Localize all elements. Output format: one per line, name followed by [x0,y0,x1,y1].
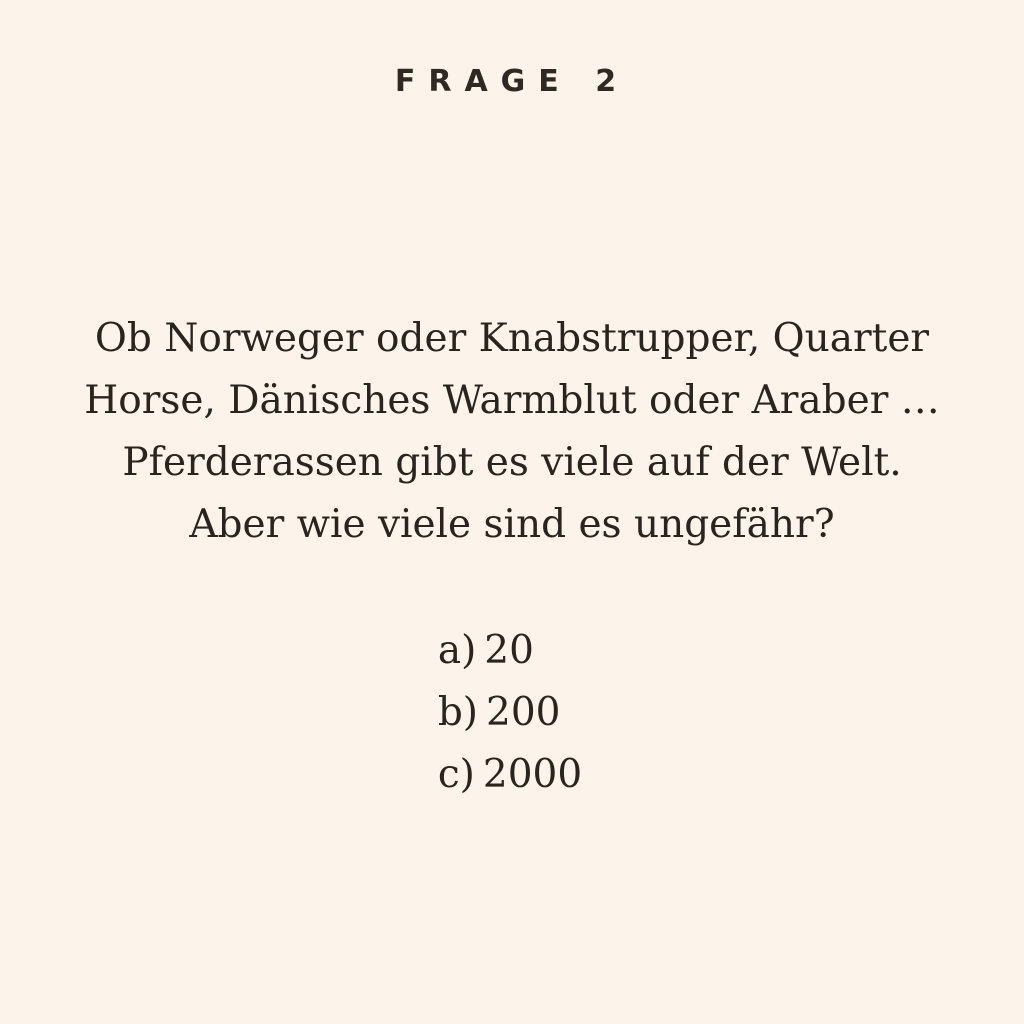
answer-value: 20 [484,628,534,673]
answer-options [0,620,1024,806]
answer-option-c [438,744,582,806]
answer-value: 2000 [482,752,583,797]
answer-letter: b) [437,690,479,735]
answer-list [438,620,582,806]
question-heading: FRAGE 2 [394,64,630,99]
question-line: Pferderassen gibt es viele auf der Welt. [122,440,902,485]
answer-value: 200 [486,690,561,735]
answer-letter: c) [437,752,475,797]
answer-option-a [438,620,582,682]
question-line: Aber wie viele sind es ungefähr? [189,502,835,547]
question-line: Horse, Dänisches Warmblut oder Araber … [84,378,940,423]
answer-letter: a) [437,628,477,673]
answer-option-b [438,682,582,744]
question-line: Ob Norweger oder Knabstrupper, Quarter [94,316,930,361]
question-text [40,308,984,556]
